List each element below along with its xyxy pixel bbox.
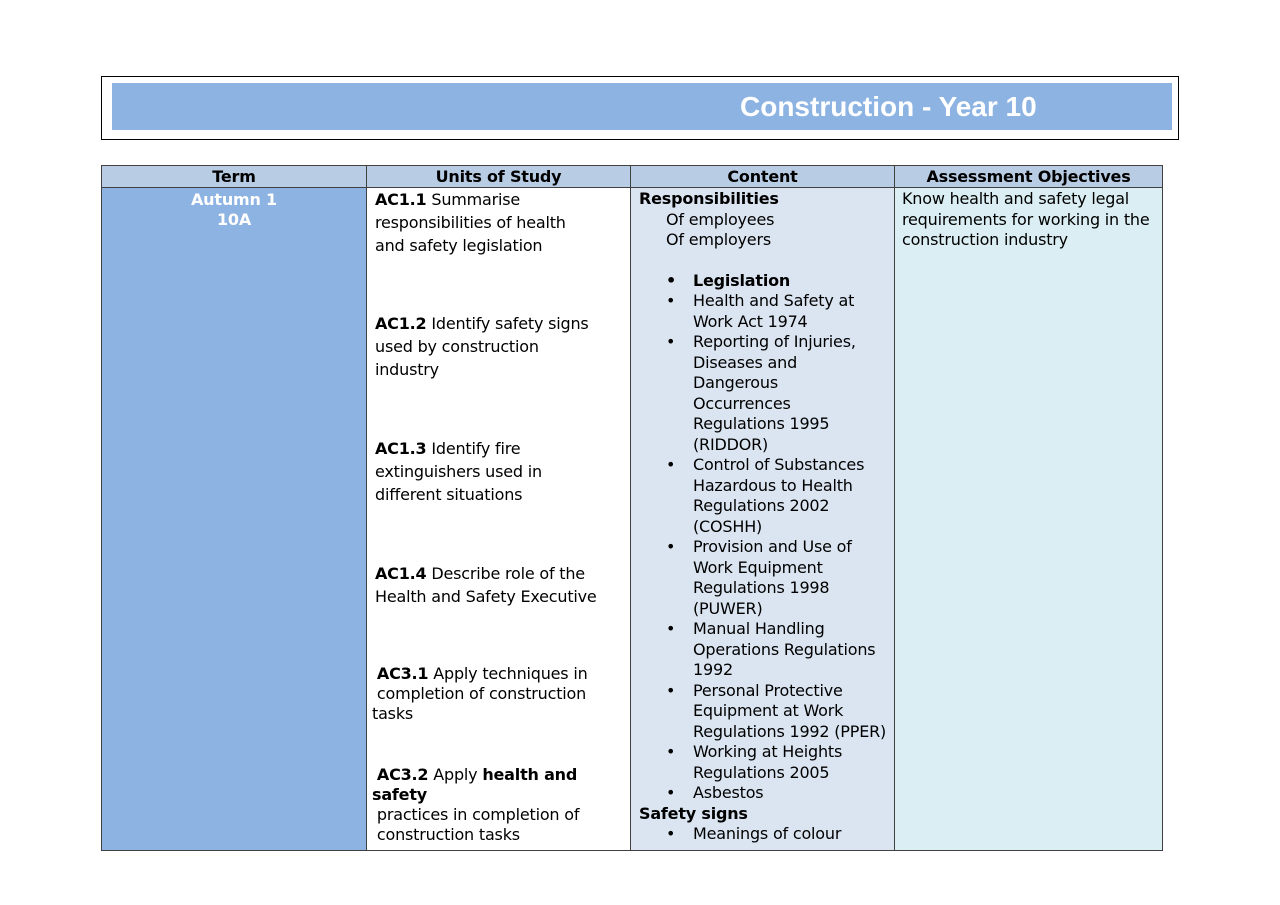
unit-code: AC1.3 [375,439,427,458]
title-banner [112,83,1172,130]
unit-text: Summarise [431,190,521,209]
unit-text: industry [375,360,439,379]
unit-text: different situations [375,485,523,504]
safety-signs-list [639,824,894,845]
legislation-item: • Working at Heights Regulations 2005 [693,742,894,783]
unit-code: AC3.2 [376,765,429,784]
objective-text: construction industry [902,230,1068,249]
safety-signs-heading: Safety signs [639,803,748,823]
legislation-heading: • Legislation [693,271,894,292]
legislation-list [639,271,894,804]
legislation-item: • Personal Protective Equipment at Work Regulations 1992 (PPER) [693,681,894,743]
unit-text: Identify fire [431,439,521,458]
unit-text: Apply techniques in [433,664,588,683]
term-code: 10A [216,210,252,229]
header-term: Term [102,166,367,188]
safety-sign-item: • Meanings of colour [693,824,894,845]
unit-code: AC1.4 [375,564,427,583]
unit-code: AC1.2 [375,314,427,333]
unit-code: AC1.1 [375,190,427,209]
table-row [102,188,1163,851]
legislation-item: • Reporting of Injuries, Diseases and Dangerous Occurrences Regulations 1995 (RIDDOR) [693,332,894,455]
unit-text-bold: safety [372,785,428,804]
legislation-item: • Manual Handling Operations Regulations 1992 [693,619,894,681]
unit-text: extinguishers used in [375,462,542,481]
header-content: Content [631,166,895,188]
unit-text: practices in completion of [376,805,580,824]
unit-item [375,437,630,506]
header-objectives: Assessment Objectives [895,166,1163,188]
unit-text: Apply [433,765,478,784]
objectives-cell [895,188,1163,851]
term-name: Autumn 1 [191,190,277,209]
unit-code: AC3.1 [376,664,429,683]
unit-text: Describe role of the [431,564,585,583]
objective-text: requirements for working in the [902,209,1150,229]
header-units: Units of Study [367,166,631,188]
unit-text-bold: health and [482,765,578,784]
unit-item [372,664,630,724]
term-cell [102,188,367,851]
legislation-item: • Asbestos [693,783,894,804]
responsibility-item: Of employers [666,230,771,249]
unit-text: and safety legislation [375,236,543,255]
unit-text: Identify safety signs [431,314,589,333]
unit-text: completion of construction [376,684,587,703]
unit-item [375,188,630,257]
units-cell [367,188,631,851]
title-box [101,76,1179,140]
unit-item [375,312,630,381]
responsibilities-heading: Responsibilities [639,189,779,208]
unit-text: responsibilities of health [375,213,566,232]
unit-text: tasks [372,704,414,723]
page-title: Construction - Year 10 [740,91,1037,122]
legislation-item: • Provision and Use of Work Equipment Regulations 1998 (PUWER) [693,537,894,619]
legislation-item: • Control of Substances Hazardous to Health Regulations 2002 (COSHH) [693,455,894,537]
unit-item [375,562,630,608]
unit-text: Health and Safety Executive [375,587,597,606]
objective-text: Know health and safety legal [902,189,1130,208]
content-cell [631,188,895,851]
unit-text: construction tasks [376,825,520,844]
responsibility-item: Of employees [666,209,775,229]
unit-text: used by construction [375,337,539,356]
legislation-item: • Health and Safety at Work Act 1974 [693,291,894,332]
unit-item [372,765,630,845]
curriculum-table [101,165,1163,851]
header-row [102,166,1163,188]
curriculum-table-wrapper [101,165,1163,851]
